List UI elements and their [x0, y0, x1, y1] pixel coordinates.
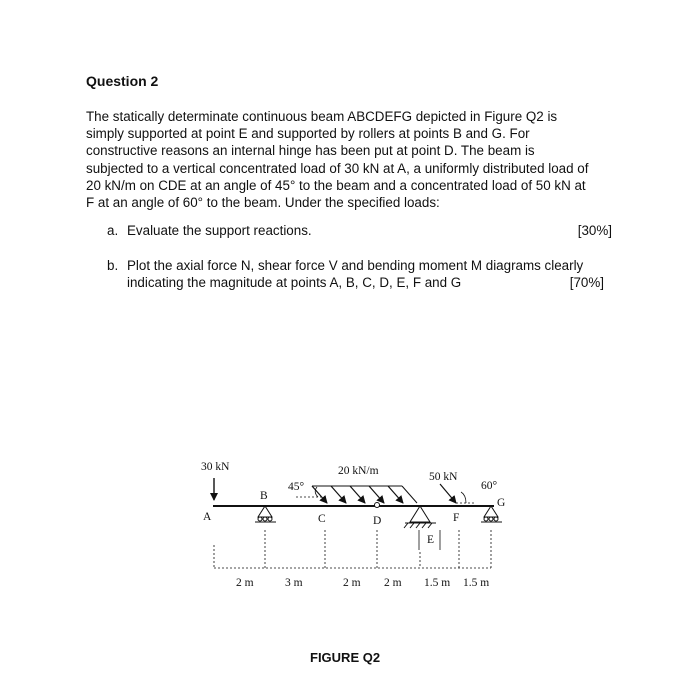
load-f-label: 50 kN [429, 471, 458, 483]
question-text-line: F at an angle of 60° to the beam. Under the specified loads: [86, 195, 440, 211]
load-a-label: 30 kN [201, 461, 230, 473]
part-a-label: a. [107, 223, 119, 238]
span-de: 2 m [384, 577, 402, 589]
span-cd: 2 m [343, 577, 361, 589]
point-label-f: F [453, 512, 460, 524]
question-text-line: constructive reasons an internal hinge has been put at point D. The beam is [86, 143, 535, 159]
point-label-e: E [427, 534, 435, 546]
load-f-angle-label: 60° [481, 480, 498, 492]
question-text-line: subjected to a vertical concentrated load of 30 kN at A, a uniformly distributed load of [86, 160, 589, 176]
udl-label: 20 kN/m [338, 465, 379, 477]
part-b-label: b. [107, 258, 119, 273]
udl-angle-label: 45° [288, 481, 305, 493]
question-text-line: 20 kN/m on CDE at an angle of 45° to the beam and a concentrated load of 50 kN at [86, 177, 586, 193]
roller-support-b [255, 506, 276, 522]
point-label-c: C [318, 513, 326, 525]
question-title: Question 2 [86, 73, 159, 89]
part-b-marks: [70%] [569, 275, 604, 290]
load-f [440, 484, 476, 503]
dimension-lines [214, 530, 491, 568]
question-text-line: The statically determinate continuous beam ABCDEFG depicted in Figure Q2 is [86, 109, 558, 124]
part-b-text-line-1: Plot the axial force N, shear force V and bending moment M diagrams clearly [127, 258, 584, 273]
question-text-line: simply supported at point E and supported by rollers at points B and G. For [86, 126, 530, 142]
point-label-d: D [373, 515, 382, 527]
span-ab: 2 m [236, 577, 254, 589]
udl-load [296, 486, 417, 503]
part-a-text: Evaluate the support reactions. [127, 223, 312, 238]
span-fg: 1.5 m [463, 577, 490, 589]
span-ef: 1.5 m [424, 577, 451, 589]
span-bc: 3 m [285, 577, 303, 589]
figure-caption: FIGURE Q2 [310, 650, 381, 665]
part-a-marks: [30%] [577, 223, 612, 238]
point-label-g: G [497, 497, 506, 509]
hinge-d [375, 503, 380, 508]
part-b-text-line-2: indicating the magnitude at points A, B, C, D, E, F and G [127, 275, 462, 290]
point-label-a: A [203, 511, 212, 523]
pin-support-e [404, 506, 436, 528]
point-label-b: B [260, 490, 268, 502]
